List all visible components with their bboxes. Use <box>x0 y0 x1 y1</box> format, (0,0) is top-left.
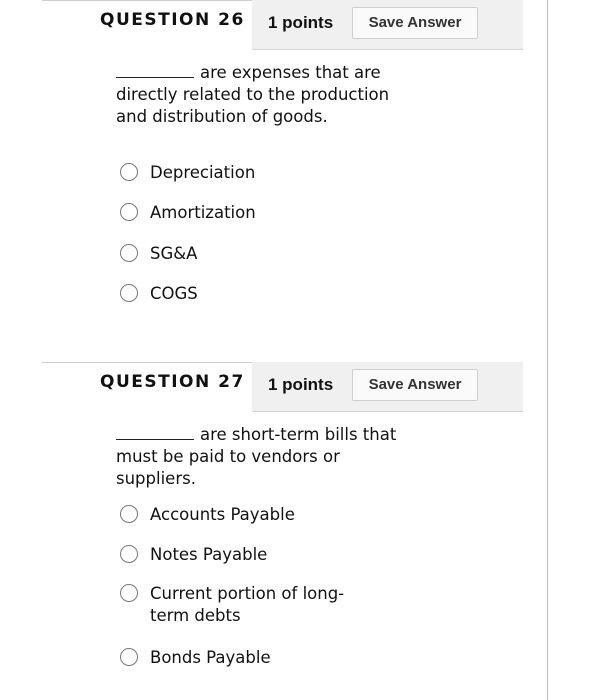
question-header-bar <box>252 362 523 412</box>
fill-in-blank <box>116 63 194 78</box>
radio-button[interactable] <box>120 505 138 523</box>
answer-option-amortization[interactable] <box>120 202 380 224</box>
answer-option-label: Current portion of long-term debts <box>150 584 345 625</box>
question-prompt-text: are expenses that are directly related to the production and distribution of goods. <box>116 63 390 126</box>
answer-option-label: Accounts Payable <box>150 505 295 524</box>
answer-option-label: SG&A <box>150 244 198 263</box>
question-title: QUESTION 26 <box>100 10 245 30</box>
radio-button[interactable] <box>120 648 138 666</box>
content-frame-border <box>547 0 548 700</box>
question-points: 1 points <box>268 13 334 32</box>
radio-button[interactable] <box>120 545 138 563</box>
answer-option-label: Amortization <box>150 203 256 222</box>
question-prompt-text: are short-term bills that must be paid to vendors or suppliers. <box>116 425 397 488</box>
fill-in-blank <box>116 425 194 440</box>
answer-option-cogs[interactable] <box>120 283 380 305</box>
radio-button[interactable] <box>120 203 138 221</box>
radio-button[interactable] <box>120 163 138 181</box>
answer-option-label: Depreciation <box>150 163 256 182</box>
question-title: QUESTION 27 <box>100 372 245 392</box>
answer-option-notes-payable[interactable] <box>120 544 380 566</box>
radio-button[interactable] <box>120 584 138 602</box>
answer-option-label: Notes Payable <box>150 545 268 564</box>
save-answer-button[interactable]: Save Answer <box>352 369 478 401</box>
question-prompt <box>116 424 416 490</box>
radio-button[interactable] <box>120 244 138 262</box>
answer-option-depreciation[interactable] <box>120 162 380 184</box>
save-answer-button[interactable]: Save Answer <box>352 7 478 39</box>
answer-option-accounts-payable[interactable] <box>120 504 380 526</box>
question-header-bar <box>252 0 523 50</box>
question-prompt <box>116 62 416 128</box>
answer-option-label: Bonds Payable <box>150 648 271 667</box>
answer-option-current-portion-long-term-debts[interactable] <box>120 583 370 627</box>
answer-option-label: COGS <box>150 284 198 303</box>
question-points: 1 points <box>268 375 334 394</box>
answer-option-bonds-payable[interactable] <box>120 647 380 669</box>
answer-option-sga[interactable] <box>120 243 380 265</box>
radio-button[interactable] <box>120 284 138 302</box>
